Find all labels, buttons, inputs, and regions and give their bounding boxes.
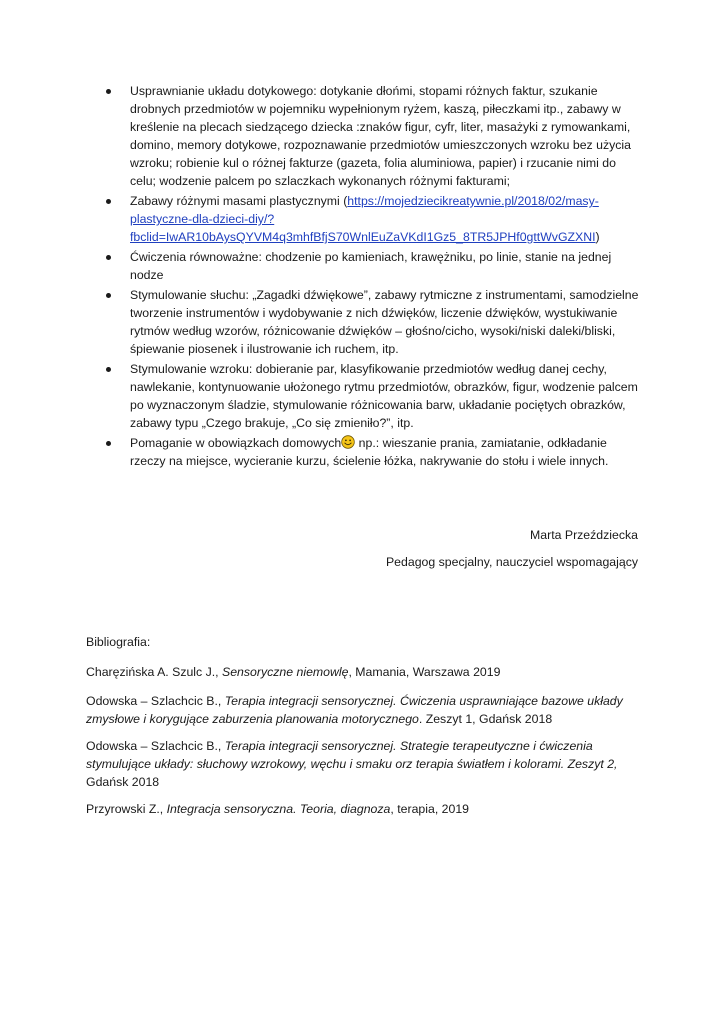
bullet-dot-icon <box>106 199 111 204</box>
bibliography-details: , Mamania, Warszawa 2019 <box>348 665 501 679</box>
smiley-face-icon <box>341 435 355 449</box>
list-item-text-suffix: np.: wieszanie prania, zamiatanie, odkładanie rzeczy na miejsce, wycieranie kurzu, ścielenie łóżka, nakrywanie do stołu i wiele innych. <box>130 436 609 468</box>
bibliography-entry <box>86 737 646 791</box>
list-item <box>104 82 644 190</box>
list-item <box>104 434 644 470</box>
list-item-text: Zabawy różnymi masami plastycznymi ( <box>130 194 348 208</box>
bibliography-title: Integracja sensoryczna. Teoria, diagnoza <box>166 802 391 816</box>
list-item-text: Ćwiczenia równoważne: chodzenie po kamieniach, krawężniku, po linie, stanie na jednej nodze <box>130 250 612 282</box>
bibliography-authors: Charęzińska A. Szulc J., <box>86 665 223 679</box>
bullet-dot-icon <box>106 293 111 298</box>
activity-bullet-list <box>104 82 644 472</box>
bibliography-title: Terapia integracji sensorycznej. Ćwiczenia usprawniające bazowe układy zmysłowe i korygujące zaburzenia planowania motorycznego <box>86 694 623 726</box>
list-item-text: Stymulowanie wzroku: dobieranie par, klasyfikowanie przedmiotów według danej cechy, nawlekanie, kontynuowanie ułożonego rytmu przedmiotów, obrazków, figur, wodzenie palcem po wyznaczonym śladzie, stymulowanie różnicowania barw, układanie pociętych obrazków, zabawy typu „Czego brakuje, „Co się zmieniło?”, itp. <box>130 362 638 430</box>
author-name: Marta Przeździecka <box>530 528 638 542</box>
masy-plastyczne-link[interactable]: https://mojedziecikreatywnie.pl/2018/02/masy-plastyczne-dla-dzieci-diy/?fbclid=IwAR10bAysQYVM4q3mhfBfjS70WnlEuZaVKdI1Gz5_8TR5JPHf0gttWvGZXNI <box>130 194 599 244</box>
list-item <box>104 360 644 432</box>
list-item <box>104 192 644 246</box>
bullet-dot-icon <box>106 255 111 260</box>
bibliography-details: , terapia, 2019 <box>390 802 470 816</box>
bullet-dot-icon <box>106 89 111 94</box>
list-item-text: Usprawnianie układu dotykowego: dotykanie dłońmi, stopami różnych faktur, szukanie drobnych przedmiotów w pojemniku wypełnionym ryżem, kaszą, piłeczkami itp., zabawy w kreślenie na plecach siedzącego dziecka :znaków figur, cyfr, liter, masażyki z rymowankami, domino, memory dotykowe, rozpoznawanie przedmiotów umieszczonych wzroku bez użycia wzroku; robienie kul o różnej fakturze (gazeta, folia aluminiowa, papier) i rzucanie nimi do celu; wodzenie palcem po szlaczkach wykonanych różnymi fakturami; <box>130 84 631 188</box>
bibliography-authors: Odowska – Szlachcic B., <box>86 739 225 753</box>
list-item <box>104 248 644 284</box>
bullet-dot-icon <box>106 367 111 372</box>
bibliography-entry <box>86 692 646 728</box>
list-item-text-suffix: ) <box>595 230 600 244</box>
bibliography-entry <box>86 800 646 818</box>
bibliography-title: Terapia integracji sensorycznej. Strategie terapeutyczne i ćwiczenia stymulujące układy: słuchowy wzrokowy, węchu i smaku orz terapia światłem i kolorami. Zeszyt 2, <box>86 739 618 771</box>
bibliography-authors: Odowska – Szlachcic B., <box>86 694 225 708</box>
list-item <box>104 286 644 358</box>
bibliography-entry <box>86 663 646 681</box>
bullet-dot-icon <box>106 441 111 446</box>
bibliography-title: Sensoryczne niemowlę <box>222 665 349 679</box>
author-role: Pedagog specjalny, nauczyciel wspomagający <box>385 555 638 569</box>
bibliography-authors: Przyrowski Z., <box>86 802 167 816</box>
list-item-text: Pomaganie w obowiązkach domowych <box>130 436 342 450</box>
bibliography-details: Gdańsk 2018 <box>86 775 160 789</box>
list-item-text: Stymulowanie słuchu: „Zagadki dźwiękowe”, zabawy rytmiczne z instrumentami, samodzielne tworzenie instrumentów i wydobywanie z nich dźwięków, liczenie dźwięków, wystukiwanie rytmów według wzorów, różnicowanie dźwięków – głośno/cicho, wysoki/niski daleki/bliski, śpiewanie piosenek i ilustrowanie ich ruchem, itp. <box>130 288 639 356</box>
bibliography-details: . Zeszyt 1, Gdańsk 2018 <box>418 712 553 726</box>
bibliography-heading: Bibliografia: <box>86 635 151 649</box>
